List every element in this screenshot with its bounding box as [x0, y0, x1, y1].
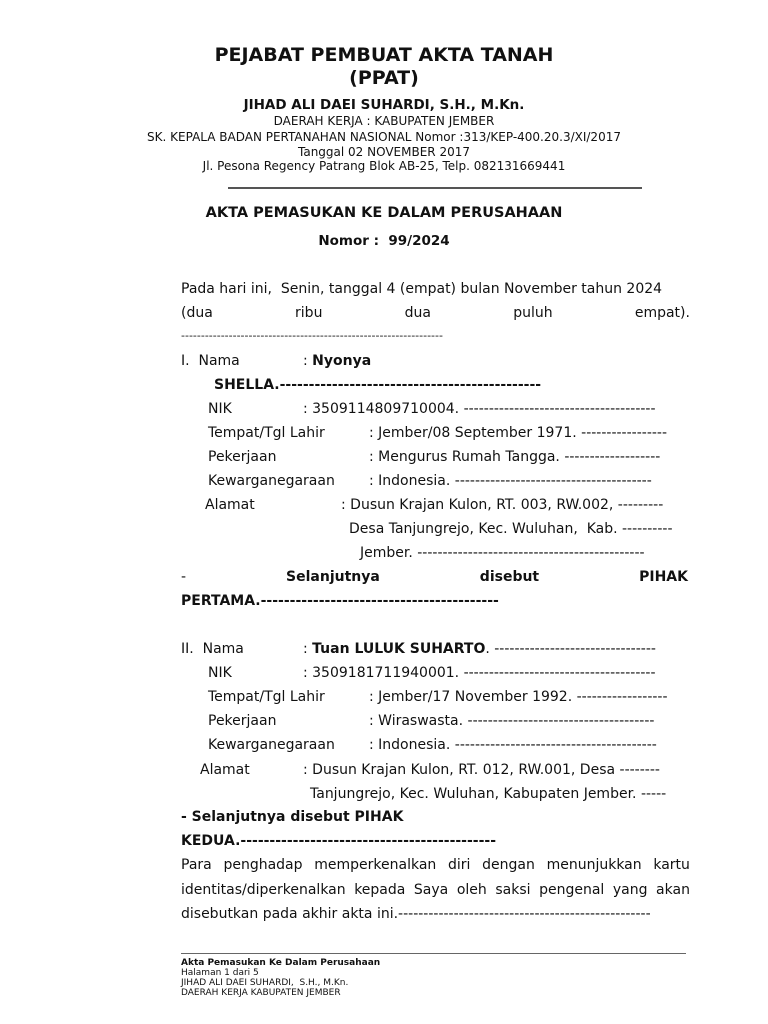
closing-word: diri	[448, 857, 471, 873]
party2-name-value: Tuan LULUK SUHARTO	[312, 641, 486, 657]
official-name: JIHAD ALI DAEI SUHARDI, S.H., M.Kn.	[243, 97, 525, 113]
party1-ref-cont: PERTAMA.-----------------------------------------	[181, 593, 499, 609]
closing-word: akan	[656, 882, 690, 898]
party1-job-value: : Mengurus Rumah Tangga. -------------------	[369, 449, 661, 465]
deed-number: Nomor : 99/2024	[318, 233, 450, 249]
closing-word: yang	[612, 882, 648, 898]
party1-ref-word: -	[181, 569, 187, 585]
party1-name-cont: SHELLA.---------------------------------------------	[214, 377, 542, 393]
party1-name-value: Nyonya	[312, 353, 372, 369]
party1-ref-word: disebut	[479, 569, 540, 585]
party2-name-label: II. Nama	[181, 641, 244, 657]
opening-line-1: Pada hari ini, Senin, tanggal 4 (empat) bulan November tahun 2024	[181, 281, 663, 297]
closing-word: dengan	[482, 857, 535, 873]
party1-ttl-value: : Jember/08 September 1971. -----------------	[369, 425, 668, 441]
party1-job-label: Pekerjaan	[208, 449, 277, 465]
party1-name-label: I. Nama	[181, 353, 240, 369]
party2-addr-line-1: : Dusun Krajan Kulon, RT. 012, RW.001, Desa --------	[303, 762, 660, 778]
closing-word: menunjukkan	[546, 857, 642, 873]
closing-word: Para	[181, 857, 212, 873]
opening-word: ribu	[295, 305, 323, 321]
party2-nat-value: : Indonesia. ----------------------------------------	[369, 737, 657, 753]
party2-ttl-value: : Jember/17 November 1992. ------------------	[369, 689, 668, 705]
party1-addr-line-2: Desa Tanjungrejo, Kec. Wuluhan, Kab. ----------	[349, 521, 673, 537]
closing-word: saksi	[495, 882, 531, 898]
party1-nat-label: Kewarganegaraan	[208, 473, 335, 489]
closing-line-2	[181, 882, 690, 898]
party1-addr-line-1: : Dusun Krajan Kulon, RT. 003, RW.002, ---------	[341, 497, 664, 513]
closing-line-1	[181, 857, 690, 873]
party1-ref-word: PIHAK	[639, 569, 688, 585]
party2-name-line	[303, 641, 656, 657]
closing-word: pengenal	[539, 882, 605, 898]
party2-job-value: : Wiraswasta. -------------------------------------	[369, 713, 655, 729]
work-region: DAERAH KERJA : KABUPATEN JEMBER	[273, 114, 495, 128]
party2-addr-label: Alamat	[200, 762, 250, 778]
deed-title: AKTA PEMASUKAN KE DALAM PERUSAHAAN	[205, 205, 563, 221]
closing-word: Saya	[413, 882, 449, 898]
party2-nat-label: Kewarganegaraan	[208, 737, 335, 753]
opening-word: (dua	[181, 305, 213, 321]
ppat-title: PEJABAT PEMBUAT AKTA TANAH	[214, 44, 554, 66]
party2-reference: - Selanjutnya disebut PIHAK	[181, 809, 404, 825]
opening-word: dua	[404, 305, 431, 321]
opening-line-2	[181, 305, 690, 321]
party1-name-colon: :	[303, 353, 313, 369]
party1-ttl-label: Tempat/Tgl Lahir	[208, 425, 325, 441]
sk-date: Tanggal 02 NOVEMBER 2017	[298, 145, 470, 159]
party1-name-line	[303, 353, 371, 369]
footer-divider	[181, 953, 686, 954]
footer-name: JIHAD ALI DAEI SUHARDI, S.H., M.Kn.	[181, 978, 349, 988]
party2-name-tail: . --------------------------------	[485, 641, 656, 657]
sk-reference: SK. KEPALA BADAN PERTANAHAN NASIONAL Nomor :313/KEP-400.20.3/XI/2017	[147, 130, 621, 144]
closing-word: identitas/diperkenalkan	[181, 882, 346, 898]
header-divider	[228, 187, 642, 189]
party1-addr-line-3: Jember. ---------------------------------------------	[360, 545, 645, 561]
footer-region: DAERAH KERJA KABUPATEN JEMBER	[181, 988, 341, 998]
party1-addr-label: Alamat	[205, 497, 255, 513]
footer-page: Halaman 1 dari 5	[181, 968, 259, 978]
party1-nik: NIK : 3509114809710004. --------------------------------------	[208, 401, 656, 417]
ppat-subtitle: (PPAT)	[349, 67, 419, 89]
opening-word: puluh	[513, 305, 553, 321]
footer-title: Akta Pemasukan Ke Dalam Perusahaan	[181, 958, 381, 968]
party2-addr-line-2: Tanjungrejo, Kec. Wuluhan, Kabupaten Jember. -----	[310, 786, 667, 802]
dash-filler: ------------------------------------------------------------------	[181, 329, 443, 342]
party1-nat-value: : Indonesia. ---------------------------------------	[369, 473, 652, 489]
closing-word: memperkenalkan	[314, 857, 437, 873]
party2-name-colon: :	[303, 641, 313, 657]
party2-ttl-label: Tempat/Tgl Lahir	[208, 689, 325, 705]
party2-nik: NIK : 3509181711940001. --------------------------------------	[208, 665, 656, 681]
closing-word: kepada	[354, 882, 406, 898]
closing-line-3: disebutkan pada akhir akta ini.--------------------------------------------------	[181, 906, 651, 922]
party1-ref-word: Selanjutnya	[286, 569, 380, 585]
opening-word: empat).	[634, 305, 690, 321]
party1-reference	[181, 569, 688, 585]
party2-job-label: Pekerjaan	[208, 713, 277, 729]
office-address: Jl. Pesona Regency Patrang Blok AB-25, Telp. 082131669441	[202, 159, 566, 173]
closing-word: kartu	[653, 857, 690, 873]
party2-ref-cont: KEDUA.--------------------------------------------	[181, 833, 497, 849]
closing-word: oleh	[456, 882, 487, 898]
closing-word: penghadap	[223, 857, 303, 873]
